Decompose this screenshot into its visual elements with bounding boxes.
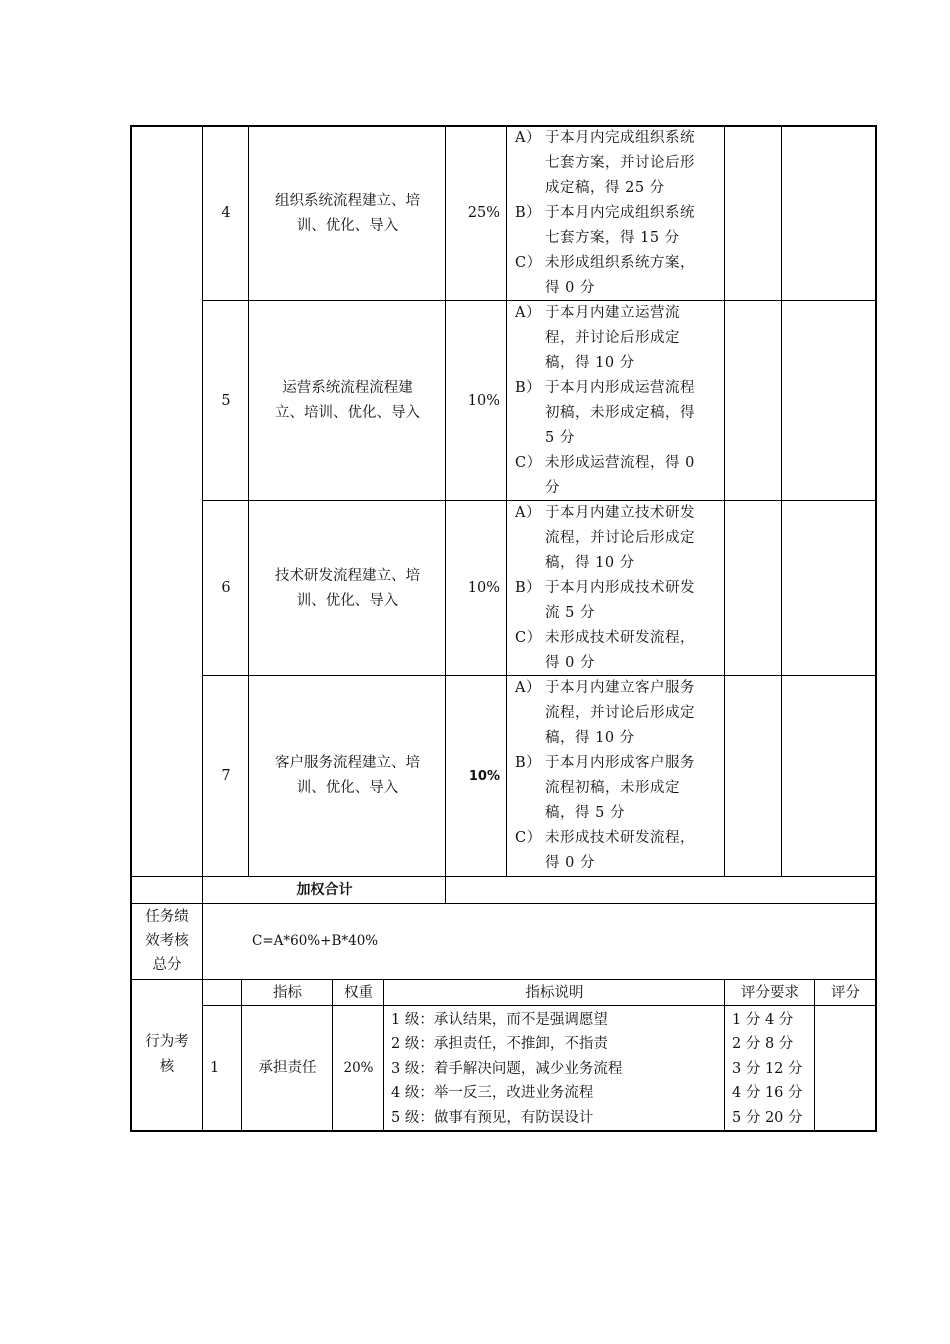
- behavior-row-weight: 20%: [343, 1059, 374, 1076]
- divider: [202, 125, 203, 979]
- task-number: 4: [221, 205, 231, 221]
- task-number: 6: [221, 580, 231, 596]
- divider: [130, 979, 877, 980]
- behavior-section-label: 行为考 核: [145, 1034, 189, 1075]
- divider: [445, 125, 446, 903]
- divider: [203, 1005, 877, 1006]
- behavior-row-points: 1 分 4 分 2 分 8 分 3 分 12 分 4 分 16 分 5 分 20 分: [732, 1012, 803, 1126]
- task-number: 7: [221, 767, 231, 784]
- task-criteria: A） 于本月内完成组织系统 七套方案，并讨论后形 成定稿，得 25 分 B） 于本月内完成组织系统 七套方案，得 15 分 C） 未形成组织系统方案， 得 0 分: [515, 130, 695, 296]
- divider: [724, 125, 725, 876]
- behavior-row-levels: 1 级：承认结果，而不是强调愿望 2 级：承担责任，不推卸，不指责 3 级：着手解决问题，减少业务流程 4 级：举一反三，改进业务流程 5 级：做事有预见，有防误设计: [391, 1012, 623, 1126]
- divider: [724, 979, 725, 1131]
- divider: [383, 979, 384, 1131]
- divider: [130, 903, 877, 904]
- behavior-row-number: 1: [210, 1059, 220, 1076]
- task-criteria: A） 于本月内建立技术研发 流程，并讨论后形成定 稿，得 10 分 B） 于本月内形成技术研发 流 5 分 C） 未形成技术研发流程， 得 0 分: [515, 505, 695, 671]
- weighted-total-label: 加权合计: [296, 881, 353, 898]
- task-total-formula: C=A*60%+B*40%: [252, 932, 379, 949]
- task-total-label: 任务绩 效考核 总分: [145, 909, 189, 973]
- divider: [248, 125, 249, 876]
- divider: [506, 125, 507, 876]
- behavior-header-indicator: 指标: [273, 984, 302, 1001]
- task-weight: 25%: [467, 205, 500, 221]
- divider: [203, 300, 877, 301]
- divider: [814, 979, 815, 1131]
- divider: [130, 876, 877, 877]
- divider: [203, 500, 877, 501]
- table-border: [130, 125, 132, 1132]
- behavior-row-indicator: 承担责任: [258, 1059, 317, 1076]
- behavior-header-description: 指标说明: [525, 984, 584, 1001]
- task-name: 技术研发流程建立、培 训、优化、导入: [275, 567, 420, 609]
- task-criteria: A） 于本月内建立运营流 程，并讨论后形成定 稿，得 10 分 B） 于本月内形成运营流程 初稿，未形成定稿，得 5 分 C） 未形成运营流程，得 0 分: [515, 305, 695, 496]
- divider: [332, 979, 333, 1131]
- task-name: 运营系统流程流程建 立、培训、优化、导入: [275, 380, 420, 421]
- behavior-header-score: 评分: [831, 984, 860, 1001]
- task-number: 5: [221, 392, 231, 409]
- task-name: 组织系统流程建立、培 训、优化、导入: [275, 192, 420, 234]
- task-criteria: A） 于本月内建立客户服务 流程，并讨论后形成定 稿，得 10 分 B） 于本月内形成客户服务 流程初稿，未形成定 稿，得 5 分 C） 未形成技术研发流程， 得 0 分: [515, 680, 695, 871]
- task-weight: 10%: [468, 768, 500, 784]
- task-weight: 10%: [467, 392, 500, 409]
- task-weight: 10%: [467, 580, 500, 596]
- task-name: 客户服务流程建立、培 训、优化、导入: [275, 755, 420, 796]
- divider: [202, 979, 203, 1131]
- table-border: [875, 125, 877, 1132]
- behavior-header-requirement: 评分要求: [741, 984, 799, 1001]
- table-border: [130, 125, 877, 127]
- table-border: [130, 1130, 877, 1132]
- divider: [241, 979, 242, 1131]
- divider: [203, 675, 877, 676]
- divider: [781, 125, 782, 876]
- behavior-header-weight: 权重: [344, 984, 373, 1001]
